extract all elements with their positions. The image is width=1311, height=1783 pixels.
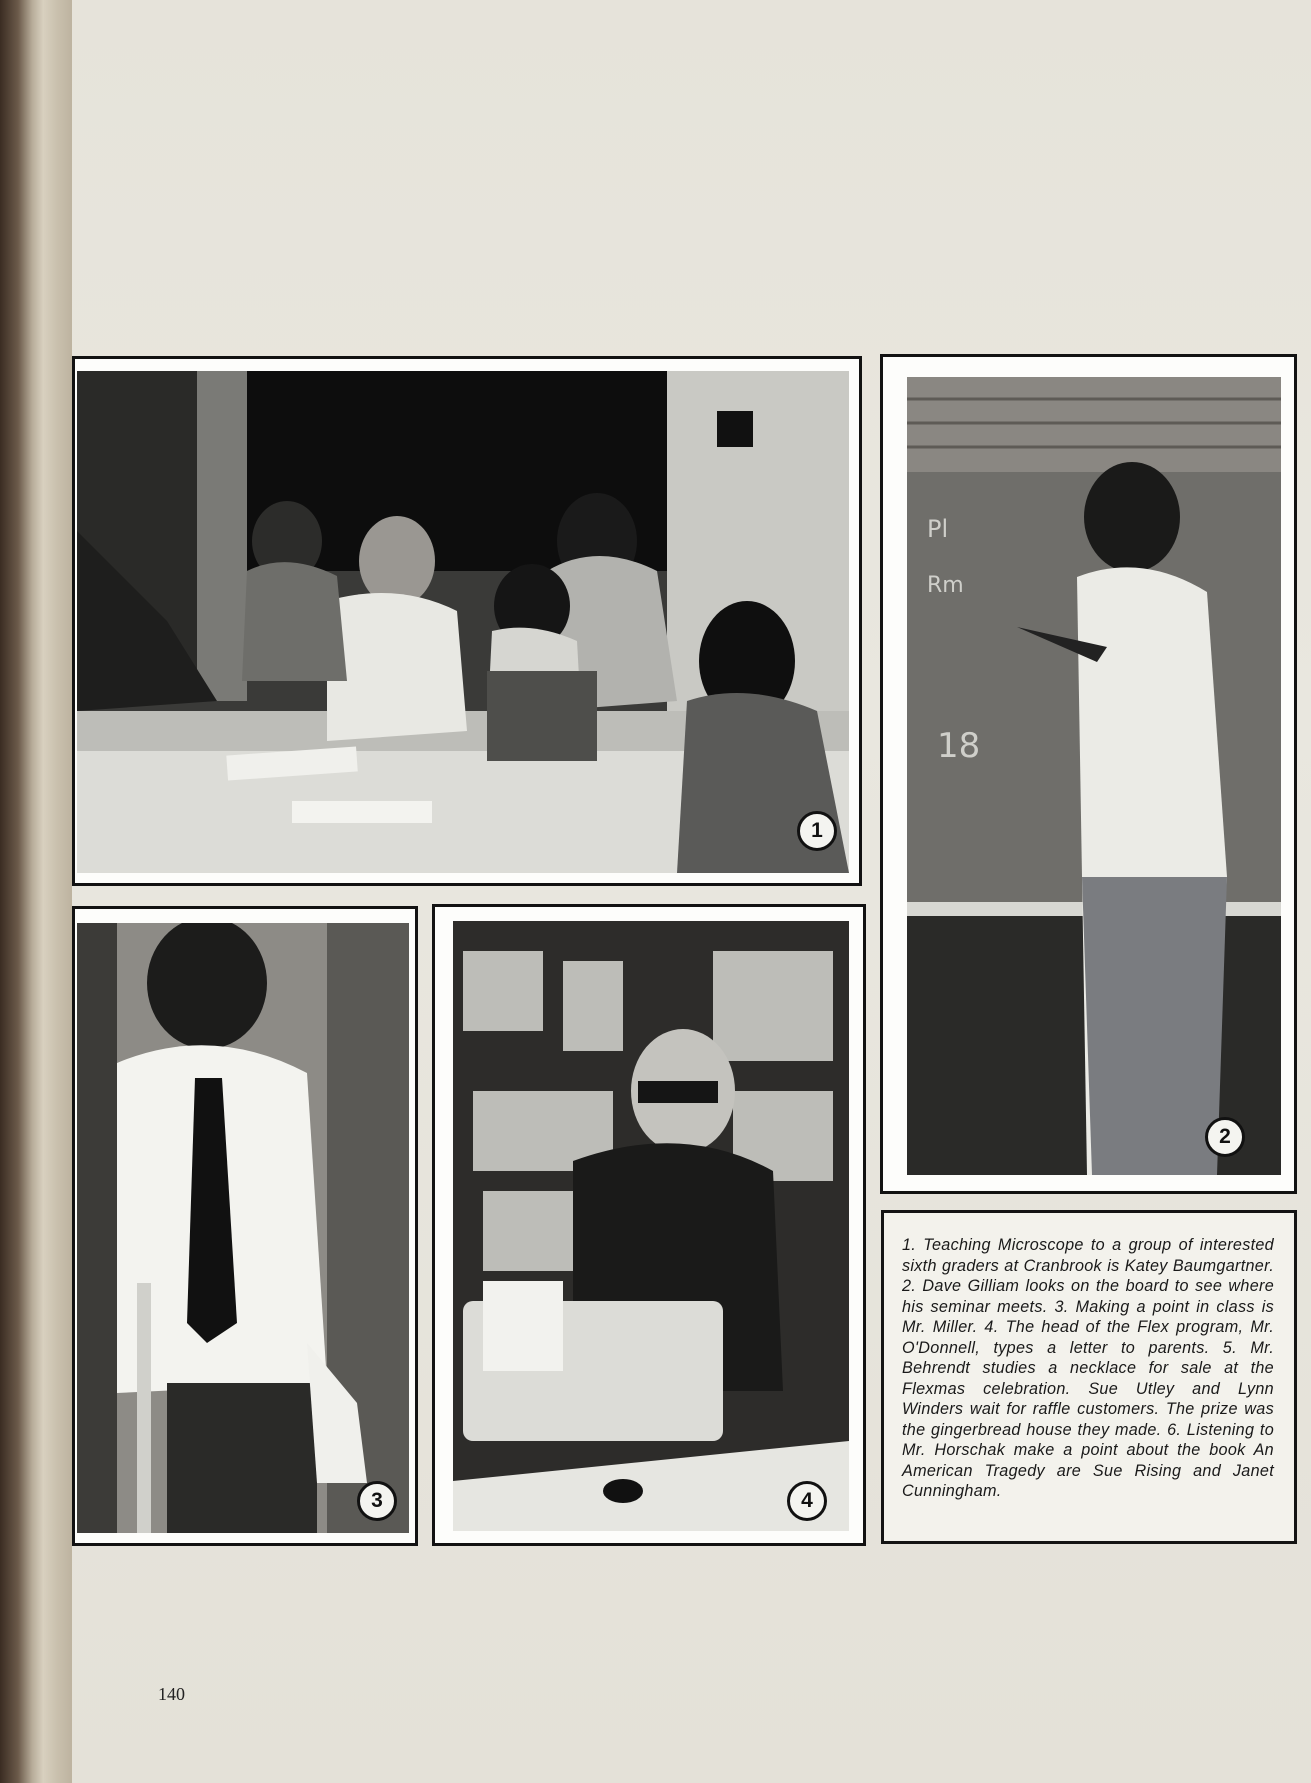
book-spine	[0, 0, 72, 1783]
photo-4-number: 4	[787, 1481, 827, 1521]
photo-2-frame	[880, 354, 1297, 1194]
page-number: 140	[158, 1684, 185, 1704]
photo-1	[77, 371, 849, 873]
photo-2	[907, 377, 1281, 1175]
photo-1-frame	[72, 356, 862, 886]
photo-3-frame	[72, 906, 418, 1546]
photo-3	[77, 923, 409, 1533]
caption-box	[881, 1210, 1297, 1544]
photo-4-frame	[432, 904, 866, 1546]
svg-text:Pl: Pl	[927, 515, 949, 543]
svg-text:Rm: Rm	[927, 573, 964, 598]
photo-3-number: 3	[357, 1481, 397, 1521]
photo-4	[453, 921, 849, 1531]
photo-1-number: 1	[797, 811, 837, 851]
photo-2-number: 2	[1205, 1117, 1245, 1157]
caption-text: 1. Teaching Microscope to a group of interested sixth graders at Cranbrook is Katey Baumgartner. 2. Dave Gilliam looks on the board to see where his seminar meets. 3. Making a point in class is Mr. Miller. 4. The head of the Flex program, Mr. O'Donnell, types a letter to parents. 5. Mr. Behrendt studies a necklace for sale at the Flexmas celebration. Sue Utley and Lynn Winders wait for raffle customers. The prize was the gingerbread house they made. 6. Listening to Mr. Horschak make a point about the book An American Tragedy are Sue Rising and Janet Cunningham.	[902, 1236, 1274, 1500]
svg-text:18: 18	[937, 726, 981, 766]
